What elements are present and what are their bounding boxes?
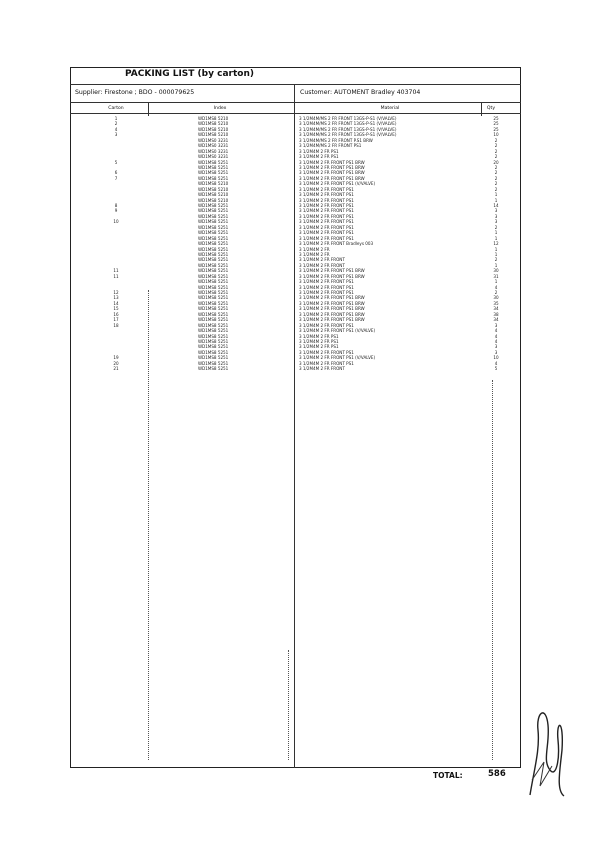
- cell-material: 3 1/2M4M 2 FR FRONT: [299, 366, 345, 372]
- cell-material: 3 1/2M4M 2 FR FRONT PS1 BRW: [299, 273, 365, 279]
- cell-qty: 1: [494, 197, 498, 203]
- cell-qty: 3: [494, 213, 498, 219]
- cell-index: WD1MS0 3231: [198, 137, 229, 143]
- cell-material: 3 1/2M4M 2 FR FRONT PS1: [299, 230, 354, 236]
- cell-qty: 2: [494, 148, 498, 154]
- cell-carton: 20: [113, 360, 119, 366]
- cell-index: WD1MS8 5251: [198, 159, 229, 165]
- packing-list-rows: [70, 116, 521, 372]
- cell-material: 3 1/2M4M/MS 2 FR FRONT P.S1 BRW: [299, 137, 373, 143]
- supplier-label: Supplier: Firestone ; BDO - 000079625: [75, 89, 195, 96]
- cell-material: 3 1/2M4M/MS 2 FR FRONT 13GS-P-S1 (V/VALVE): [299, 126, 397, 132]
- cell-qty: 1: [494, 279, 498, 285]
- cell-qty: 3: [494, 322, 498, 328]
- cell-qty: 34: [493, 317, 499, 323]
- cell-carton: 10: [113, 219, 119, 225]
- cell-carton: 13: [113, 295, 119, 301]
- cell-qty: 3: [494, 344, 498, 350]
- cell-material: 3 1/2M4M 2 FR FRONT: [299, 262, 345, 268]
- column-divider: [148, 102, 149, 116]
- cell-material: 3 1/2M4M 2 FR FRONT PS1: [299, 290, 354, 295]
- cell-index: WD1MS8 5251: [198, 235, 229, 241]
- cell-qty: 25: [493, 116, 499, 121]
- cell-material: 3 1/2M4M 2 FR FRONT PS1 BRW: [299, 311, 365, 317]
- page-title: PACKING LIST (by carton): [125, 69, 254, 79]
- cell-material: 3 1/2M4M 2 FR FRONT PS1: [299, 219, 354, 225]
- cell-qty: 30: [493, 295, 499, 301]
- cell-qty: 20: [493, 159, 499, 165]
- cell-carton: 15: [113, 306, 119, 312]
- cell-qty: 2: [494, 290, 498, 295]
- cell-index: WD1MS8 5251: [198, 262, 229, 268]
- cell-qty: 3: [494, 349, 498, 355]
- cell-material: 3 1/2M4M/MS 2 FR FRONT 13GS-P-S1 (V/VALVE): [299, 132, 397, 138]
- cell-carton: 19: [113, 355, 119, 361]
- cell-material: 3 1/2M4M 2 FR FRONT PS1 BRW: [299, 164, 365, 170]
- cell-qty: 4: [494, 360, 498, 366]
- cell-carton: 8: [114, 203, 118, 208]
- cell-qty: 10: [493, 132, 499, 138]
- cell-material: 3 1/2M4M 2 FR FRONT PS1 BRW: [299, 170, 365, 176]
- cell-index: WD1MS8 5251: [198, 268, 229, 274]
- cell-index: WD1MS8 5251: [198, 311, 229, 317]
- cell-material: 3 1/2M4M/MS 2 FR FRONT 13GS-P-S1 (V/VALVE): [299, 121, 397, 127]
- cell-material: 3 1/2M4M 2 FR FRONT PS1: [299, 279, 354, 285]
- cell-qty: 2: [494, 170, 498, 176]
- cell-index: WD1MS8 5251: [198, 328, 229, 334]
- cell-qty: 1: [494, 235, 498, 241]
- cell-index: WD1MS8 5251: [198, 208, 229, 214]
- cell-material: 3 1/2M4M 2 FR FRONT PS1 BRW: [299, 300, 365, 306]
- divider: [70, 84, 521, 85]
- cell-index: WD1MS8 5251: [198, 230, 229, 236]
- cell-material: 3 1/2M4M 2 FR FRONT PS1 BRW: [299, 268, 365, 274]
- cell-material: 3 1/2M4M 2 FR FRONT PS1: [299, 213, 354, 219]
- cell-material: 3 1/2M4M 2 FR FRONT PS1 BRW: [299, 306, 365, 312]
- cell-material: 3 1/2M4M 2 FR FRONT PS1 BRW: [299, 159, 365, 165]
- cell-qty: 4: [494, 284, 498, 290]
- cell-index: WD1MS8 5210: [198, 186, 229, 192]
- cell-qty: 10: [493, 355, 499, 361]
- cell-material: 3 1/2M4M 2 FR FRONT PS1 BRW: [299, 175, 365, 181]
- cell-qty: 30: [493, 268, 499, 274]
- cell-qty: 2: [494, 164, 498, 170]
- cell-qty: 2: [494, 181, 498, 187]
- cell-qty: 5: [494, 366, 498, 372]
- cell-material: 3 1/2M4M 2 FR FRONT PS1: [299, 322, 354, 328]
- cell-qty: 1: [494, 192, 498, 198]
- cell-index: WD1MS8 5251: [198, 344, 229, 350]
- cell-index: WD1MS8 5251: [198, 224, 229, 230]
- scan-artifact-line: [288, 650, 289, 760]
- cell-index: WD1MS0 3231: [198, 143, 229, 149]
- column-divider: [481, 102, 482, 116]
- cell-index: WD1MS8 5251: [198, 284, 229, 290]
- cell-qty: 1: [494, 251, 498, 257]
- cell-qty: 1: [494, 262, 498, 268]
- cell-carton: 12: [113, 290, 119, 295]
- cell-qty: 4: [494, 328, 498, 334]
- cell-index: WD1MS8 5251: [198, 175, 229, 181]
- cell-qty: 25: [493, 126, 499, 132]
- cell-index: WD1MS8 5251: [198, 203, 229, 208]
- cell-carton: 7: [114, 175, 118, 181]
- column-header-qty: Qty: [486, 106, 496, 111]
- column-header-carton: Carton: [108, 106, 124, 111]
- cell-index: WD1MS8 5251: [198, 164, 229, 170]
- cell-qty: 2: [494, 154, 498, 160]
- cell-carton: 9: [114, 208, 118, 214]
- cell-qty: 2: [494, 143, 498, 149]
- cell-index: WD1MS8 5251: [198, 355, 229, 361]
- cell-index: WD1MS8 5210: [198, 116, 229, 121]
- cell-qty: 2: [494, 257, 498, 263]
- cell-carton: 11: [113, 268, 119, 274]
- cell-index: WD1MS8 5251: [198, 360, 229, 366]
- cell-qty: 2: [494, 175, 498, 181]
- cell-qty: 4: [494, 338, 498, 344]
- cell-index: WD1MS8 5251: [198, 241, 229, 247]
- cell-material: 3 1/2M4M 2 FR FRONT PS1: [299, 360, 354, 366]
- cell-qty: 1: [494, 246, 498, 252]
- cell-material: 3 1/2M4M 2 FR FRONT PS1: [299, 203, 354, 208]
- cell-index: WD1MS8 5251: [198, 300, 229, 306]
- cell-material: 3 1/2M4M 2 FR FRONT PS1: [299, 192, 354, 198]
- cell-index: WD1MS8 5210: [198, 126, 229, 132]
- cell-carton: 2: [114, 121, 118, 127]
- cell-index: WD1MS8 5210: [198, 181, 229, 187]
- cell-material: 3 1/2M4M 2 FR FRONT PS1: [299, 208, 354, 214]
- cell-index: WD1MS8 5210: [198, 197, 229, 203]
- cell-index: WD1MS8 5251: [198, 333, 229, 339]
- divider: [294, 84, 295, 102]
- cell-index: WD1MS8 5251: [198, 317, 229, 323]
- table-row: [70, 366, 521, 371]
- cell-carton: 3: [114, 132, 118, 138]
- cell-material: 3 1/2M4M 2 FR FRONT PS1: [299, 349, 354, 355]
- handwritten-signature: [520, 700, 570, 800]
- cell-material: 3 1/2M4M 2 FR PS1: [299, 148, 339, 154]
- cell-qty: 3: [494, 219, 498, 225]
- cell-carton: 17: [113, 317, 119, 323]
- cell-carton: 5: [114, 159, 118, 165]
- cell-index: WD1MS8 5251: [198, 213, 229, 219]
- column-header-index: Index: [213, 106, 227, 111]
- total-value: 586: [488, 769, 506, 779]
- cell-qty: 12: [493, 241, 499, 247]
- cell-qty: 34: [493, 306, 499, 312]
- cell-index: WD1MS8 5251: [198, 349, 229, 355]
- cell-index: WD1MS8 5251: [198, 279, 229, 285]
- cell-material: 3 1/2M4M 2 FR FRONT PS1 BRW: [299, 317, 365, 323]
- cell-index: WD1MS8 5210: [198, 121, 229, 127]
- cell-carton: 21: [113, 366, 119, 372]
- customer-label: Customer: AUTOMENT Bradley 403704: [300, 89, 421, 96]
- cell-index: WD1MS8 5251: [198, 257, 229, 263]
- cell-material: 3 1/2M4M 2 FR PS1: [299, 338, 339, 344]
- cell-carton: 16: [113, 311, 119, 317]
- cell-material: 3 1/2M4M 2 FR PS1: [299, 154, 339, 160]
- cell-material: 3 1/2M4M 2 FR FRONT PS1 BRW: [299, 295, 365, 301]
- cell-qty: 3: [494, 208, 498, 214]
- cell-material: 3 1/2M4M/MS 2 FR FRONT 13GS-P-S1 (V/VALVE): [299, 116, 397, 121]
- cell-index: WD1MS8 5210: [198, 132, 229, 138]
- scan-artifact-line: [492, 380, 493, 760]
- cell-qty: 2: [494, 186, 498, 192]
- cell-index: WD1MS8 5251: [198, 273, 229, 279]
- cell-material: 3 1/2M4M 2 FR FRONT PS1 (V/VALVE): [299, 181, 376, 187]
- cell-material: 3 1/2M4M 2 FR FRONT: [299, 257, 345, 263]
- cell-material: 3 1/2M4M 2 FR PS1: [299, 344, 339, 350]
- cell-material: 3 1/2M4M 2 FR PS1: [299, 333, 339, 339]
- column-header-material: Material: [380, 106, 400, 111]
- cell-index: WD1MS8 5251: [198, 322, 229, 328]
- cell-carton: 1: [114, 116, 118, 121]
- cell-material: 3 1/2M4M 2 FR FRONT PS1: [299, 235, 354, 241]
- cell-index: WD1MS8 5251: [198, 246, 229, 252]
- cell-material: 3 1/2M4M 2 FR FRONT PS1 (V/VALVE): [299, 328, 376, 334]
- cell-qty: 2: [494, 224, 498, 230]
- cell-carton: 18: [113, 322, 119, 328]
- cell-qty: 35: [493, 300, 499, 306]
- cell-material: 3 1/2M4M 2 FR FRONT PS1 (V/VALVE): [299, 355, 376, 361]
- cell-carton: 11: [113, 273, 119, 279]
- cell-index: WD1MS8 5251: [198, 290, 229, 295]
- cell-material: 3 1/2M4M 2 FR: [299, 251, 330, 257]
- cell-carton: 4: [114, 126, 118, 132]
- cell-qty: 1: [494, 230, 498, 236]
- cell-index: WD1MS8 5251: [198, 338, 229, 344]
- cell-carton: 6: [114, 170, 118, 176]
- cell-qty: 25: [493, 121, 499, 127]
- cell-carton: 14: [113, 300, 119, 306]
- cell-material: 3 1/2M4M 2 FR FRONT Bradleys 003: [299, 241, 374, 247]
- cell-index: WD1MS8 5251: [198, 295, 229, 301]
- cell-qty: 31: [493, 273, 499, 279]
- cell-index: WD1MS8 5251: [198, 306, 229, 312]
- cell-qty: 14: [493, 203, 499, 208]
- cell-material: 3 1/2M4M 2 FR FRONT PS1: [299, 197, 354, 203]
- cell-index: WD1MS8 5210: [198, 192, 229, 198]
- divider: [70, 102, 521, 103]
- total-label: TOTAL:: [433, 771, 463, 780]
- cell-index: WD1MS8 5251: [198, 219, 229, 225]
- cell-qty: 2: [494, 137, 498, 143]
- cell-material: 3 1/2M4M 2 FR FRONT PS1: [299, 186, 354, 192]
- cell-index: WD1MS8 5251: [198, 366, 229, 372]
- cell-material: 3 1/2M4M 2 FR FRONT PS1: [299, 224, 354, 230]
- cell-qty: 4: [494, 333, 498, 339]
- cell-index: WD1MS8 5251: [198, 251, 229, 257]
- cell-qty: 38: [493, 311, 499, 317]
- cell-material: 3 1/2M4M/MS 2 FR FRONT PS1: [299, 143, 362, 149]
- cell-index: WD1MS0 3231: [198, 154, 229, 160]
- cell-index: WD1MS8 5251: [198, 170, 229, 176]
- cell-material: 3 1/2M4M 2 FR: [299, 246, 330, 252]
- cell-material: 3 1/2M4M 2 FR FRONT PS1: [299, 284, 354, 290]
- cell-index: WD1MS0 3231: [198, 148, 229, 154]
- divider: [70, 113, 521, 114]
